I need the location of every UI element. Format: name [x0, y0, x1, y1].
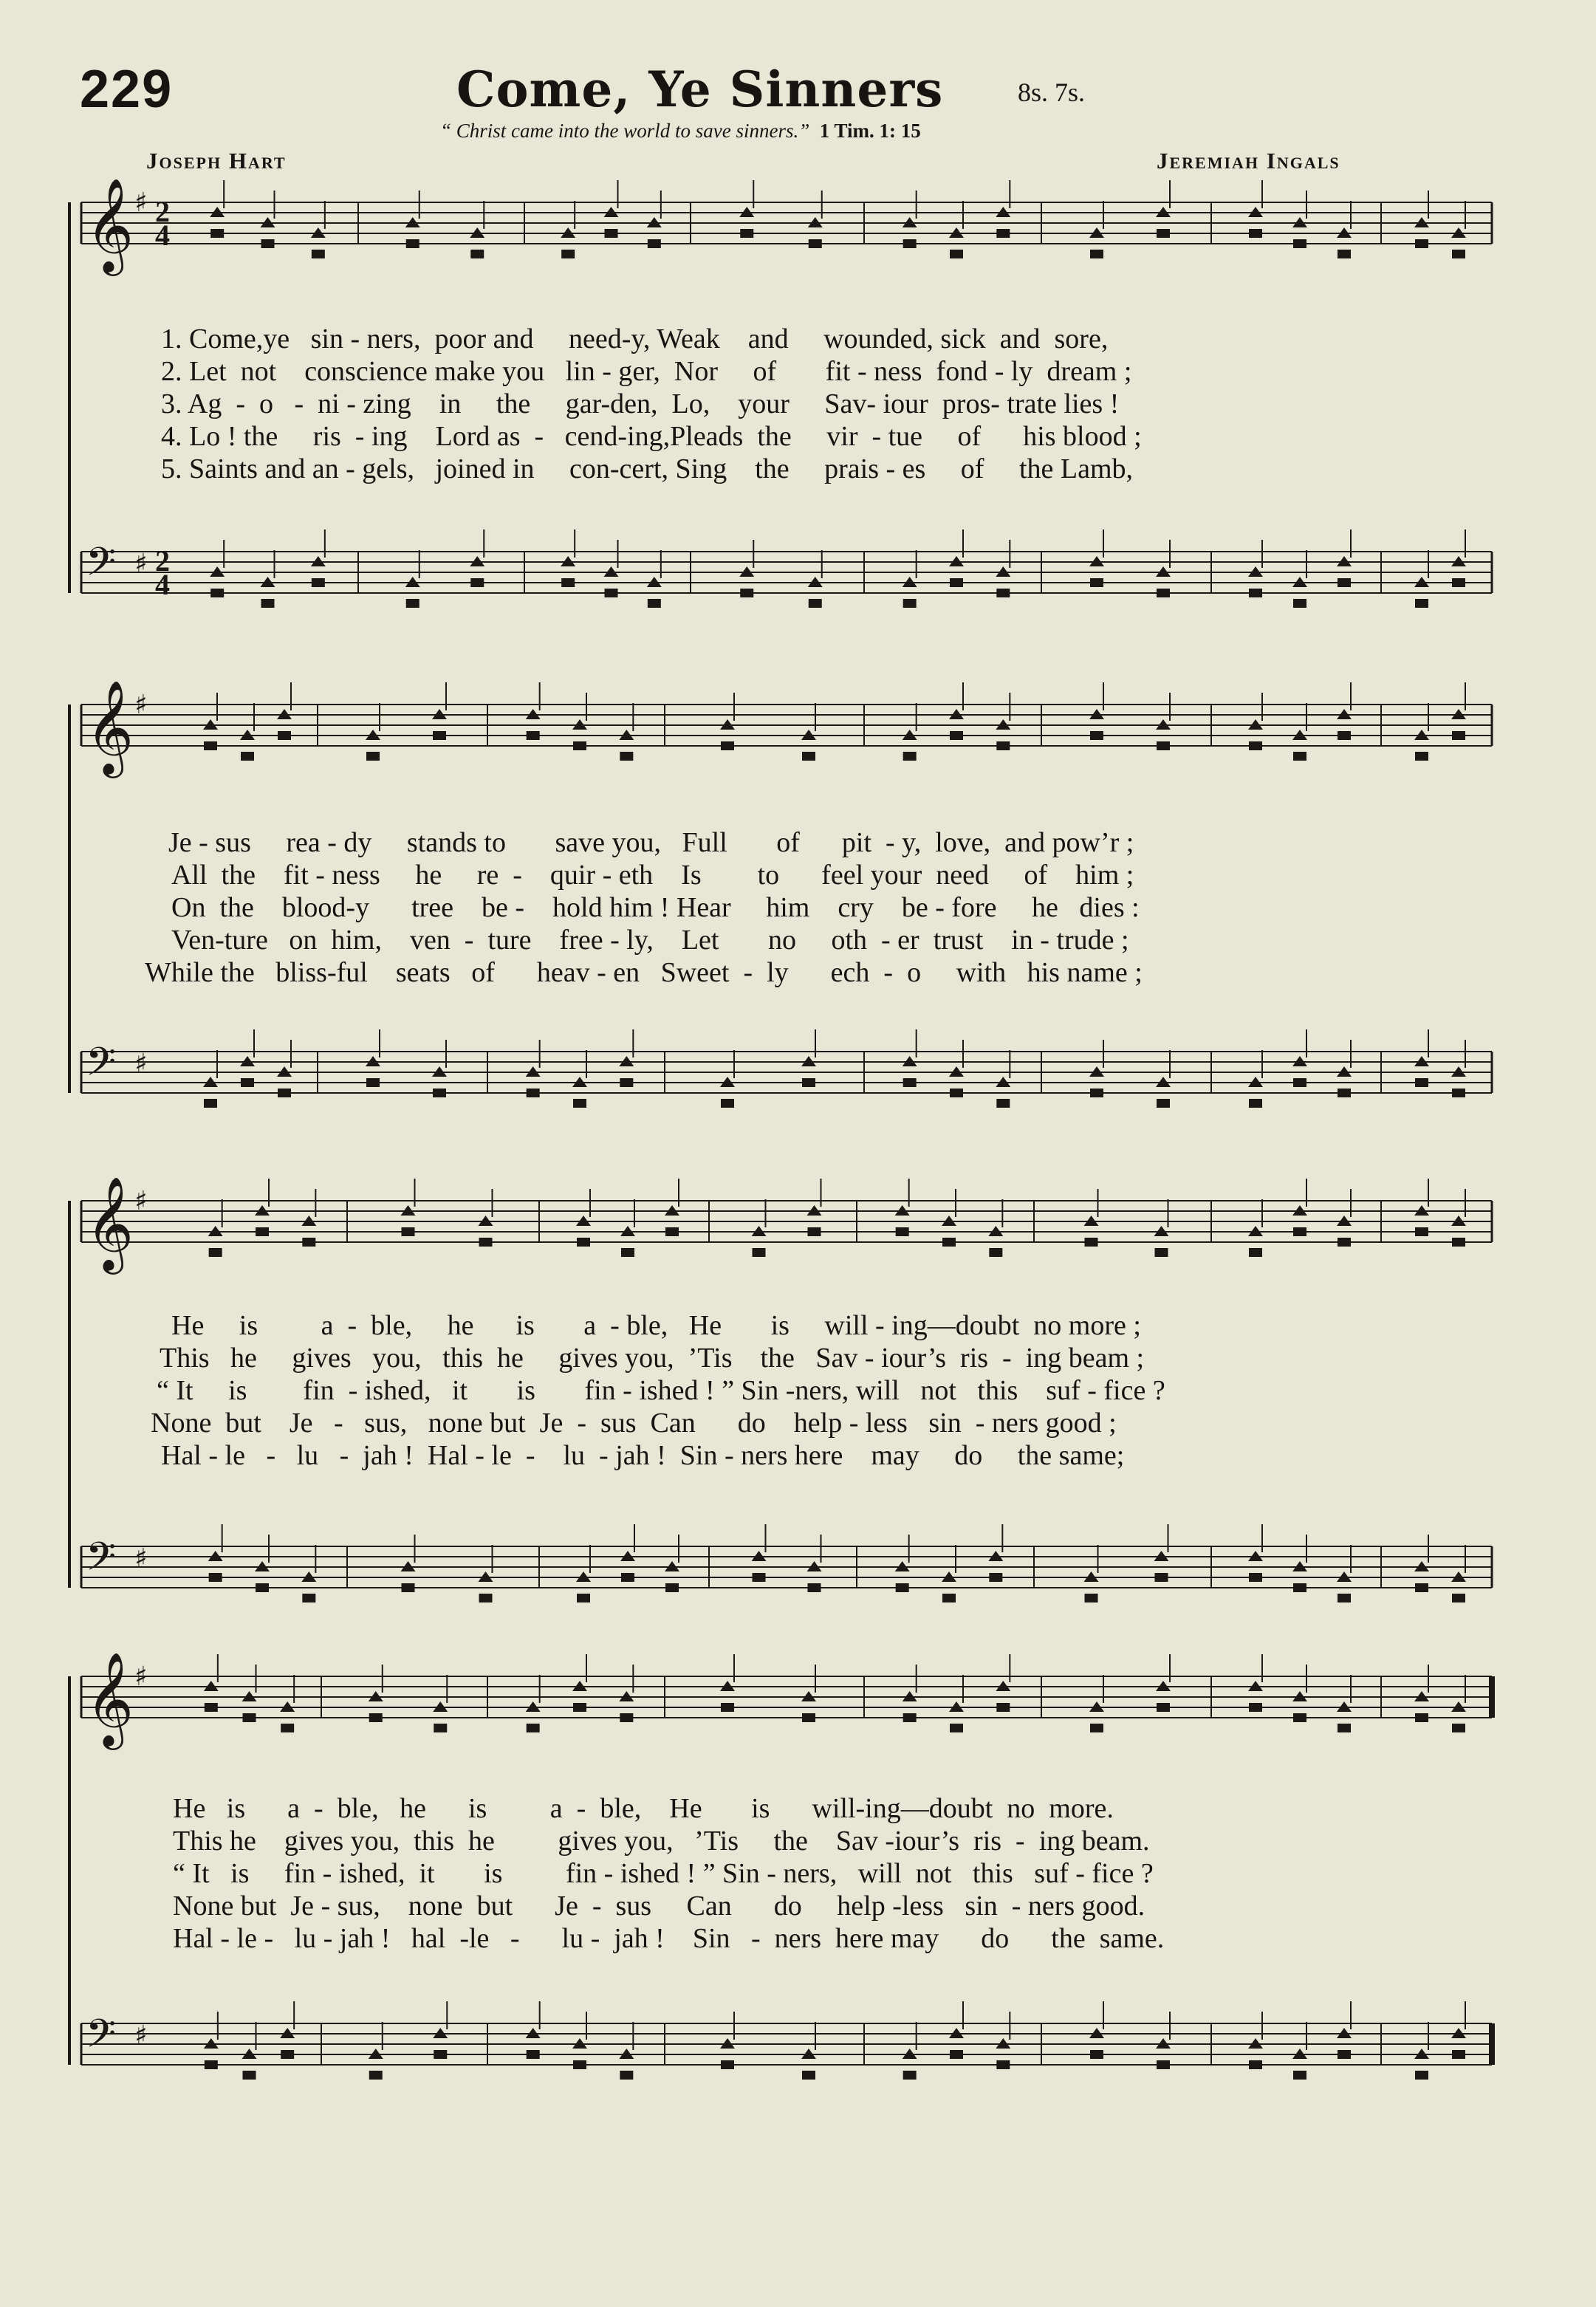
verse-line: While the bliss-ful seats of heav - en Sweet - ly ech - o with his name ;: [145, 957, 1143, 988]
note-head: [204, 1099, 217, 1108]
hymn-meter: 8s. 7s.: [1018, 78, 1086, 107]
note-head: [402, 1227, 415, 1236]
note-head: [527, 731, 540, 740]
verse-line: 4. Lo ! the ris - ing Lord as - cend-ing,Pleads the vir - tue of his blood ;: [161, 421, 1142, 452]
note-head: [527, 1724, 540, 1732]
note-head: [996, 1703, 1010, 1712]
treble-clef-icon: 𝄞: [86, 1651, 134, 1746]
verse-line: Hal - le - lu - jah ! Hal - le - lu - jah ! Sin - ners here may do the same;: [161, 1440, 1125, 1471]
composer: Jeremiah Ingals: [1157, 148, 1340, 174]
note-head: [1249, 2060, 1262, 2069]
note-head: [808, 1227, 821, 1236]
note-head: [1338, 578, 1351, 587]
note-head: [434, 1724, 447, 1732]
note-head: [527, 1089, 540, 1097]
note-head: [903, 2071, 917, 2080]
note-head: [241, 1078, 254, 1087]
note-head: [996, 741, 1010, 750]
note-head: [209, 1573, 222, 1582]
note-head: [434, 2050, 447, 2059]
sharp-icon: ♯: [134, 188, 148, 218]
sharp-icon: ♯: [134, 690, 148, 720]
note-head: [1338, 1724, 1351, 1732]
note-head: [1085, 1594, 1098, 1602]
verse-line: None but Je - sus, none but Je - sus Can do help -less sin - ners good.: [173, 1890, 1145, 1922]
lyricist: Joseph Hart: [146, 148, 287, 174]
note-head: [1090, 1724, 1103, 1732]
note-head: [470, 578, 484, 587]
note-head: [1249, 589, 1262, 597]
note-head: [577, 1594, 590, 1602]
note-head: [1415, 239, 1428, 248]
note-head: [205, 2060, 218, 2069]
note-head: [243, 1713, 256, 1722]
note-head: [809, 599, 822, 608]
note-head: [210, 589, 224, 597]
note-head: [996, 2060, 1010, 2069]
time-signature-top: 2: [155, 544, 170, 577]
note-head: [1338, 1089, 1351, 1097]
note-head: [1338, 250, 1351, 258]
note-head: [1452, 1594, 1465, 1602]
note-head: [1157, 1703, 1170, 1712]
note-head: [903, 599, 917, 608]
note-head: [433, 731, 446, 740]
verse-line: This he gives you, this he gives you, ’Tis the Sav - iour’s ris - ing beam ;: [160, 1343, 1145, 1374]
note-head: [369, 1713, 383, 1722]
note-head: [210, 229, 224, 238]
note-head: [561, 578, 575, 587]
note-head: [903, 1078, 917, 1087]
note-head: [573, 741, 586, 750]
bass-clef-icon: 𝄢: [86, 540, 117, 594]
note-head: [406, 599, 419, 608]
verse-line: 5. Saints and an - gels, joined in con-cert, Sing the prais - es of the Lamb,: [161, 453, 1134, 484]
note-head: [256, 1583, 269, 1592]
treble-clef-icon: 𝄞: [86, 177, 134, 272]
note-head: [648, 239, 661, 248]
time-signature-top: 2: [155, 195, 170, 228]
note-head: [577, 1238, 590, 1247]
note-head: [1157, 229, 1170, 238]
note-head: [573, 2060, 586, 2069]
hymn-title: Come, Ye Sinners: [456, 61, 944, 118]
note-head: [281, 1724, 294, 1732]
note-head: [802, 1078, 815, 1087]
note-head: [241, 752, 254, 761]
note-head: [896, 1583, 909, 1592]
note-head: [802, 1713, 815, 1722]
scripture-citation: 1 Tim. 1: 15: [819, 120, 921, 142]
note-head: [1155, 1573, 1168, 1582]
time-signature-bottom: 4: [155, 568, 170, 601]
note-head: [205, 1703, 218, 1712]
note-head: [1415, 1713, 1428, 1722]
note-head: [1338, 1594, 1351, 1602]
note-head: [1249, 229, 1262, 238]
note-head: [620, 1713, 633, 1722]
verse-line: Hal - le - lu - jah ! hal -le - lu - jah ! Sin - ners here may do the same.: [173, 1923, 1165, 1954]
note-head: [1293, 1583, 1306, 1592]
note-head: [950, 2050, 963, 2059]
note-head: [950, 731, 963, 740]
note-head: [1338, 1238, 1351, 1247]
note-head: [302, 1594, 315, 1602]
note-head: [950, 578, 963, 587]
note-head: [1293, 1227, 1306, 1236]
note-head: [1157, 2060, 1170, 2069]
note-head: [278, 1089, 291, 1097]
note-head: [721, 2060, 734, 2069]
note-head: [903, 239, 917, 248]
verse-line: Ven-ture on him, ven - ture free - ly, Let no oth - er trust in - trude ;: [171, 925, 1129, 956]
note-head: [209, 1248, 222, 1257]
note-head: [561, 250, 575, 258]
note-head: [1249, 1099, 1262, 1108]
note-head: [1155, 1248, 1168, 1257]
note-head: [1452, 250, 1465, 258]
note-head: [808, 1583, 821, 1592]
note-head: [1338, 731, 1351, 740]
note-head: [903, 752, 917, 761]
note-head: [369, 2071, 383, 2080]
note-head: [753, 1248, 766, 1257]
verse-line: 3. Ag - o - ni - zing in the gar-den, Lo, your Sav- iour pros- trate lies !: [161, 388, 1120, 419]
note-head: [1249, 1248, 1262, 1257]
note-head: [402, 1583, 415, 1592]
sharp-icon: ♯: [134, 1049, 148, 1079]
note-head: [1293, 2071, 1306, 2080]
note-head: [989, 1248, 1002, 1257]
verse-line: 2. Let not conscience make you lin - ger, Nor of fit - ness fond - ly dream ;: [161, 356, 1132, 387]
note-head: [740, 589, 753, 597]
bass-clef-icon: 𝄢: [86, 2012, 117, 2066]
note-head: [1293, 1713, 1306, 1722]
note-head: [1338, 2050, 1351, 2059]
note-head: [1293, 1078, 1306, 1087]
note-head: [204, 741, 217, 750]
note-head: [942, 1238, 956, 1247]
verse-line: “ It is fin - ished, it is fin - ished ! ” Sin -ners, will not this suf - fice ?: [157, 1375, 1165, 1406]
note-head: [1452, 1238, 1465, 1247]
time-signature-bottom: 4: [155, 219, 170, 252]
note-head: [903, 1713, 917, 1722]
note-head: [665, 1227, 679, 1236]
verse-line: All the fit - ness he re - quir - eth Is to feel your need of him ;: [171, 860, 1134, 891]
note-head: [1293, 599, 1306, 608]
note-head: [989, 1573, 1002, 1582]
note-head: [1085, 1238, 1098, 1247]
note-head: [621, 1248, 634, 1257]
sharp-icon: ♯: [134, 549, 148, 579]
note-head: [896, 1227, 909, 1236]
note-head: [950, 1089, 963, 1097]
note-head: [950, 1724, 963, 1732]
note-head: [665, 1583, 679, 1592]
note-head: [620, 2071, 633, 2080]
verse-line: “ It is fin - ished, it is fin - ished ! ” Sin - ners, will not this suf - fice ?: [173, 1858, 1154, 1889]
note-head: [1293, 239, 1306, 248]
note-head: [433, 1089, 446, 1097]
note-head: [1157, 1099, 1170, 1108]
note-head: [802, 2071, 815, 2080]
note-head: [809, 239, 822, 248]
verse-line: 1. Come,ye sin - ners, poor and need-y, Weak and wounded, sick and sore,: [161, 323, 1109, 354]
note-head: [261, 239, 275, 248]
verse-line: Je - sus rea - dy stands to save you, Full of pit - y, love, and pow’r ;: [168, 827, 1134, 858]
note-head: [721, 1099, 734, 1108]
note-head: [261, 599, 275, 608]
note-head: [479, 1594, 493, 1602]
note-head: [1415, 1583, 1428, 1592]
note-head: [1415, 1078, 1428, 1087]
treble-clef-icon: 𝄞: [86, 679, 134, 774]
note-head: [1157, 741, 1170, 750]
note-head: [1452, 1089, 1465, 1097]
note-head: [1090, 1089, 1103, 1097]
note-head: [1452, 731, 1465, 740]
note-head: [721, 1703, 734, 1712]
note-head: [281, 2050, 294, 2059]
note-head: [802, 752, 815, 761]
note-head: [648, 599, 661, 608]
verse-line: On the blood-y tree be - hold him ! Hear him cry be - fore he dies :: [171, 892, 1140, 923]
note-head: [605, 229, 618, 238]
note-head: [406, 239, 419, 248]
note-head: [527, 2050, 540, 2059]
note-head: [1090, 250, 1103, 258]
note-head: [740, 229, 753, 238]
note-head: [470, 250, 484, 258]
note-head: [1249, 741, 1262, 750]
note-head: [950, 250, 963, 258]
note-head: [366, 1078, 380, 1087]
sharp-icon: ♯: [134, 2020, 148, 2051]
note-head: [278, 731, 291, 740]
note-head: [1090, 731, 1103, 740]
note-head: [1415, 599, 1428, 608]
note-head: [942, 1594, 956, 1602]
note-head: [312, 578, 325, 587]
verse-line: This he gives you, this he gives you, ’Tis the Sav -iour’s ris - ing beam.: [173, 1826, 1150, 1857]
note-head: [996, 589, 1010, 597]
bass-clef-icon: 𝄢: [86, 1040, 117, 1094]
note-head: [605, 589, 618, 597]
note-head: [1157, 589, 1170, 597]
note-head: [996, 229, 1010, 238]
note-head: [479, 1238, 493, 1247]
note-head: [753, 1573, 766, 1582]
hymn-number: 229: [80, 60, 174, 119]
sharp-icon: ♯: [134, 1186, 148, 1216]
note-head: [996, 1099, 1010, 1108]
scripture-quote: “ Christ came into the world to save sinners.”: [440, 120, 810, 142]
sharp-icon: ♯: [134, 1543, 148, 1574]
note-head: [243, 2071, 256, 2080]
note-head: [620, 1078, 633, 1087]
note-head: [573, 1703, 586, 1712]
verse-line: He is a - ble, he is a - ble, He is will - ing—doubt no more ;: [171, 1310, 1141, 1341]
bass-clef-icon: 𝄢: [86, 1535, 117, 1589]
note-head: [1415, 1227, 1428, 1236]
note-head: [256, 1227, 269, 1236]
note-head: [312, 250, 325, 258]
note-head: [1249, 1703, 1262, 1712]
sharp-icon: ♯: [134, 1662, 148, 1692]
note-head: [1090, 2050, 1103, 2059]
note-head: [1415, 2071, 1428, 2080]
treble-clef-icon: 𝄞: [86, 1176, 134, 1270]
note-head: [573, 1099, 586, 1108]
note-head: [620, 752, 633, 761]
note-head: [721, 741, 734, 750]
note-head: [366, 752, 380, 761]
note-head: [621, 1573, 634, 1582]
note-head: [1452, 2050, 1465, 2059]
note-head: [1249, 1573, 1262, 1582]
note-head: [1090, 578, 1103, 587]
note-head: [1452, 578, 1465, 587]
note-head: [1293, 752, 1306, 761]
note-head: [1452, 1724, 1465, 1732]
verse-line: None but Je - sus, none but Je - sus Can do help - less sin - ners good ;: [151, 1408, 1117, 1439]
verse-line: He is a - ble, he is a - ble, He is will-ing—doubt no more.: [173, 1793, 1114, 1824]
note-head: [302, 1238, 315, 1247]
note-head: [1415, 752, 1428, 761]
